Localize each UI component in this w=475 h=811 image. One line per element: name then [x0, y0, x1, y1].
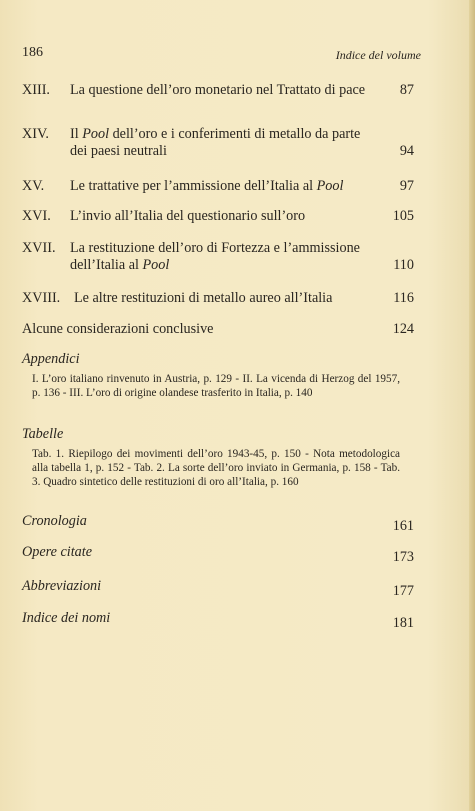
chapter-title: L’invio all’Italia del questionario sull’oro [70, 208, 306, 224]
chapter-number: XV. [22, 178, 45, 194]
section-title: Abbreviazioni [22, 578, 102, 594]
page-edge [469, 0, 475, 811]
toc-entry-xiii [22, 82, 414, 99]
section-title: Indice dei nomi [22, 610, 111, 626]
chapter-title: Le trattative per l’ammissione dell’Italia al Pool [70, 178, 344, 194]
page-ref: 97 [399, 178, 414, 194]
toc-entry-xiv [22, 126, 414, 160]
page-ref: 177 [392, 583, 414, 599]
page-ref: 181 [392, 615, 414, 631]
page-ref: 87 [399, 82, 414, 98]
chapter-number: XIII. [22, 82, 50, 98]
chapter-number: XVII. [22, 240, 56, 256]
page-ref: 105 [392, 208, 414, 224]
chapter-number: XVIII. [22, 290, 61, 306]
section-title: Opere citate [22, 544, 92, 560]
page-ref: 94 [399, 143, 414, 159]
page-ref: 110 [393, 257, 414, 273]
page-ref: 173 [392, 549, 414, 565]
page-ref: 124 [392, 321, 414, 337]
toc-entry-indice-nomi [22, 610, 414, 631]
tabelle-list: Tab. 1. Riepilogo dei movimenti dell’oro 1943-45, p. 150 - Nota metodologica alla tabella 1, p. 152 - Tab. 2. La sorte dell’oro inviato in Germania, p. 158 - Tab. 3. Quadro sintetico delle restituzioni di oro all’Italia, p. 160 [32, 448, 400, 488]
appendici-heading: Appendici [22, 351, 80, 367]
section-title: Cronologia [22, 513, 87, 529]
page-number: 186 [22, 45, 43, 60]
chapter-title: Il Pool dell’oro e i conferimenti di metallo da parte dei paesi neutrali [70, 126, 361, 159]
toc-entry-xviii [22, 290, 414, 307]
toc-entry-conclusions [22, 321, 414, 338]
section-title: Alcune considerazioni conclusive [22, 321, 214, 337]
toc-entry-abbreviazioni [22, 578, 414, 599]
chapter-title: La questione dell’oro monetario nel Trattato di pace [70, 82, 366, 98]
toc-entry-cronologia [22, 513, 414, 534]
chapter-number: XVI. [22, 208, 51, 224]
toc-entry-opere [22, 544, 414, 565]
page-ref: 116 [393, 290, 414, 306]
page-ref: 161 [392, 518, 414, 534]
chapter-number: XIV. [22, 126, 49, 142]
chapter-title: Le altre restituzioni di metallo aureo all’Italia [74, 290, 333, 306]
running-head: Indice del volume [335, 48, 421, 62]
tabelle-heading: Tabelle [22, 426, 64, 442]
toc-entry-xvii [22, 240, 414, 274]
appendici-list: I. L’oro italiano rinvenuto in Austria, p. 129 - II. La vicenda di Herzog del 1957, p. 136 - III. L’oro di origine olandese trasferito in Italia, p. 140 [32, 373, 400, 399]
toc-entry-xv [22, 178, 414, 195]
toc-entry-xvi [22, 208, 414, 225]
chapter-title: La restituzione dell’oro di Fortezza e l’ammissione dell’Italia al Pool [70, 240, 360, 273]
